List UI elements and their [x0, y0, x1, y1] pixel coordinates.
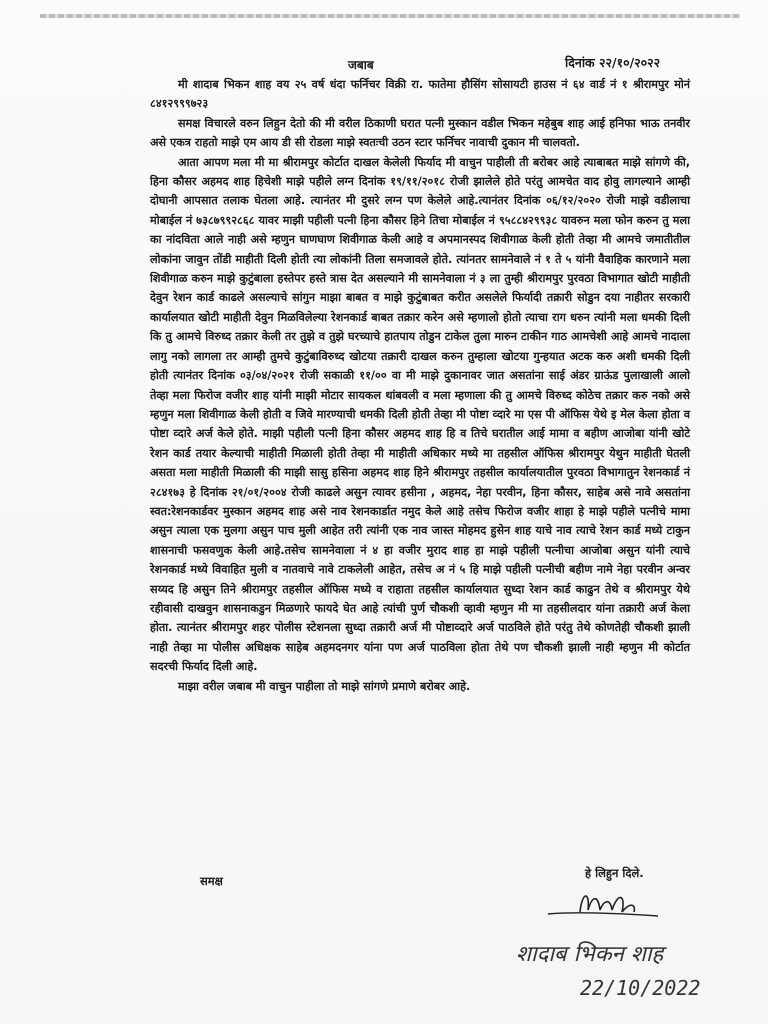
- handwritten-name-date: [510, 935, 750, 1005]
- statement-body: [150, 75, 690, 696]
- paragraph-confirmation: माझा वरील जबाब मी वाचुन पाहीला तो माझे सांगणे प्रमाणे बरोबर आहे.: [178, 679, 471, 693]
- paragraph-residence: समक्ष विचारले वरुन लिहुन देतो की मी वरील ठिकाणी घरात पत्नी मुस्कान वडील भिकन महेबुब शाह आई हनिफा भाऊ तनवीर असे एकत्र राहतो माझे एम आय डी सी रोडला माझे स्वतःची उठन स्टार फर्निचर नावाची दुकान मी चालवतो.: [150, 116, 690, 150]
- handwritten-date: 22/10/2022: [580, 976, 701, 1000]
- paragraph-intro: मी शादाब भिकन शाह वय २५ वर्ष धंदा फर्निचर विक्री रा. फातेमा हौसिंग सोसायटी हाउस नं ६४ वार्ड नं १ श्रीरामपुर मोनं ८४१२९९९७२३: [150, 78, 690, 111]
- document-date: दिनांक २२/१०/२०२२: [565, 55, 661, 70]
- scan-artifact-line: [40, 14, 740, 18]
- handwritten-name: शादाब भिकन शाह: [516, 942, 664, 967]
- signature-scribble: [540, 882, 670, 932]
- written-by-label: हे लिहुन दिले.: [585, 866, 644, 880]
- paragraph-statement: आता आपण मला मी मा श्रीरामपुर कोर्टात दाखल केलेली फिर्याद मी वाचुन पाहीली ती बरोबर आहे त्याबाबत माझे सांगणे की, हिना कौसर अहमद शाह हिचेशी माझे पहीले लग्न दिनांक १९/११/२०१८ रोजी झालेले होते परंतु आमचेत वाद होवु लागल्याने आम्ही दोघानी आपसात तलाक घेतला आहे. त्यानंतर मी दुसरे लग्न पण केलेले आहे.त्यानंतर दिनांक ०६/१२/२०२० रोजी माझे वडीलाचा मोबाईल नं ७३८७९९२८६८ यावर माझी पहीली पत्नी हिना कौसर हिने तिचा मोबाईल नं ९५८८४२९९३८ यावरुन मला फोन करुन तु मला का नांदविता आले नाही असे म्हणुन घाणघाण शिवीगाळ केली आहे व अपमानस्पद शिवीगाळ केली होती तेव्हा मी आमचे जमातीतील लोकांना जावुन तोंडी माहीती दिली होती त्या लोकांनी तिला समजावले होते. त्यांनतर सामनेवाले नं १ ते ५ यांनी वैवाहिक कारणाने मला शिवीगाळ करुन माझे कुटुंबाला हस्तेपर हस्ते त्रास देत असल्याने मी सामनेवाला नं ३ ला तुम्ही श्रीरामपुर पुरवठा विभागात खोटी माहीती देवुन रेशन कार्ड काढले असल्याचे सांगुन माझा बाबत व माझे कुटुंबाबत करीत असलेले फिर्यादी तक्रारी सोडुन दया नाहीतर सरकारी कार्यालयात खोटी माहीती देवुन मिळविलेल्या रेशनकार्ड बाबत तक्रार करेन असे म्हणालो होतो त्याचा राग धरुन त्यांनी मला धमकी दिली कि तु आमचे विरुध्द तक्रार केली तर तुझे व तुझे घरच्याचे हातपाय तोडुन टाकेल तुला मारुन टाकीन गाठ आमचेशी आहे आमचे नादाला लागु नको लागला तर आम्ही तुमचे कुटुंबाविरुध्द खोटया तक्रारी दाखल करुन तुम्हाला खोटया गुन्हयात अटक करु अशी धमकी दिली होती त्यानंतर दिनांक ०३/०४/२०२१ रोजी सकाळी ११/०० वा मी माझे दुकानावर जात असतांना साई अंडर ग्राऊंड पुलाखाली आलो तेव्हा मला फिरोज वजीर शाह यांनी माझी मोटार सायकल थांबवली व मला म्हणाला की तु आमचे विरुध्द कोठेच तक्रार करु नको असे म्हणुन मला शिवीगाळ केली होती व जिवे मारण्याची धमकी दिली होती तेव्हा मी पोष्टा व्दारे मा एस पी ऑफिस येथे इ मेल केला होता व पोष्टा व्दारे अर्ज केले होते. माझी पहीली पत्नी हिना कौसर अहमद शाह हि व तिचे घरातील आई मामा व बहीण आजोबा यांनी खोटे रेशन कार्ड तयार केल्याची माहीती मिळाली होती तेव्हा मी माहीती अधिकार मध्ये मा तहसील ऑफिस श्रीरामपुर येथुन माहीती घेतली असता मला माहीती मिळाली की माझी सासु हसिना अहमद शाह हिने श्रीरामपुर तहसील कार्यालयातील पुरवठा विभागातुन रेशनकार्ड नं २८४१७३ हे दिनांक २१/०१/२००४ रोजी काढले असुन त्यावर हसीना , अहमद, नेहा परवीन, हिना कौसर, साहेब असे नावे असतांना स्वत:रेशनकार्डवर मुस्कान अहमद शाह असे नाव रेशनकार्डात नमुद केले आहे तसेच फिरोज वजीर शाहा हे माझे पहीले पत्नीचे मामा असुन त्याला एक मुलगा असुन पाच मुली आहेत तरी त्यांनी एक नाव जास्त मोहमद हुसेन शाह याचे नाव त्याचे रेशन कार्ड मध्ये टाकुन शासनाची फसवणुक केली आहे.तसेच सामनेवाला नं ४ हा वजीर मुराद शाह हा माझे पहीली पत्नीचा आजोबा असुन यांनी त्याचे रेशनकार्ड मध्ये विवाहित मुली व नातवाचे नावे टाकलेली आहेत, तसेच अ नं ५ हि माझे पहीली पत्नीची बहीण नामे नेहा परवीन अन्वर सय्यद हि असुन तिने श्रीरामपुर तहसील ऑफिस मध्ये व राहाता तहसील कार्यालयात सुध्दा रेशन कार्ड काढुन तेथे व श्रीरामपुर येथे रहीवासी दाखवुन शासनाकडुन मिळणारे फायदे घेत आहे त्यांची पुर्ण चौकशी व्हावी म्हणुन मी मा तहसीलदार यांना तक्रारी अर्ज केला होता. त्यानंतर श्रीरामपुर शहर पोलीस स्टेशनला सुध्दा तक्रारी अर्ज मी पोष्टाव्दारे अर्ज पाठविले होते परंतु तेथे कोणतेही चौकशी झाली नाही तेव्हा मा पोलीस अधिक्षक साहेब अहमदनगर यांना पण अर्ज पाठविला होता तेथे पण चौकशी झाली नाही म्हणुन मी कोर्टात सदरची फिर्याद दिली आहे.: [150, 155, 690, 674]
- document-header: [0, 56, 768, 76]
- witness-label: समक्ष: [200, 874, 223, 888]
- document-title: जबाब: [348, 58, 374, 72]
